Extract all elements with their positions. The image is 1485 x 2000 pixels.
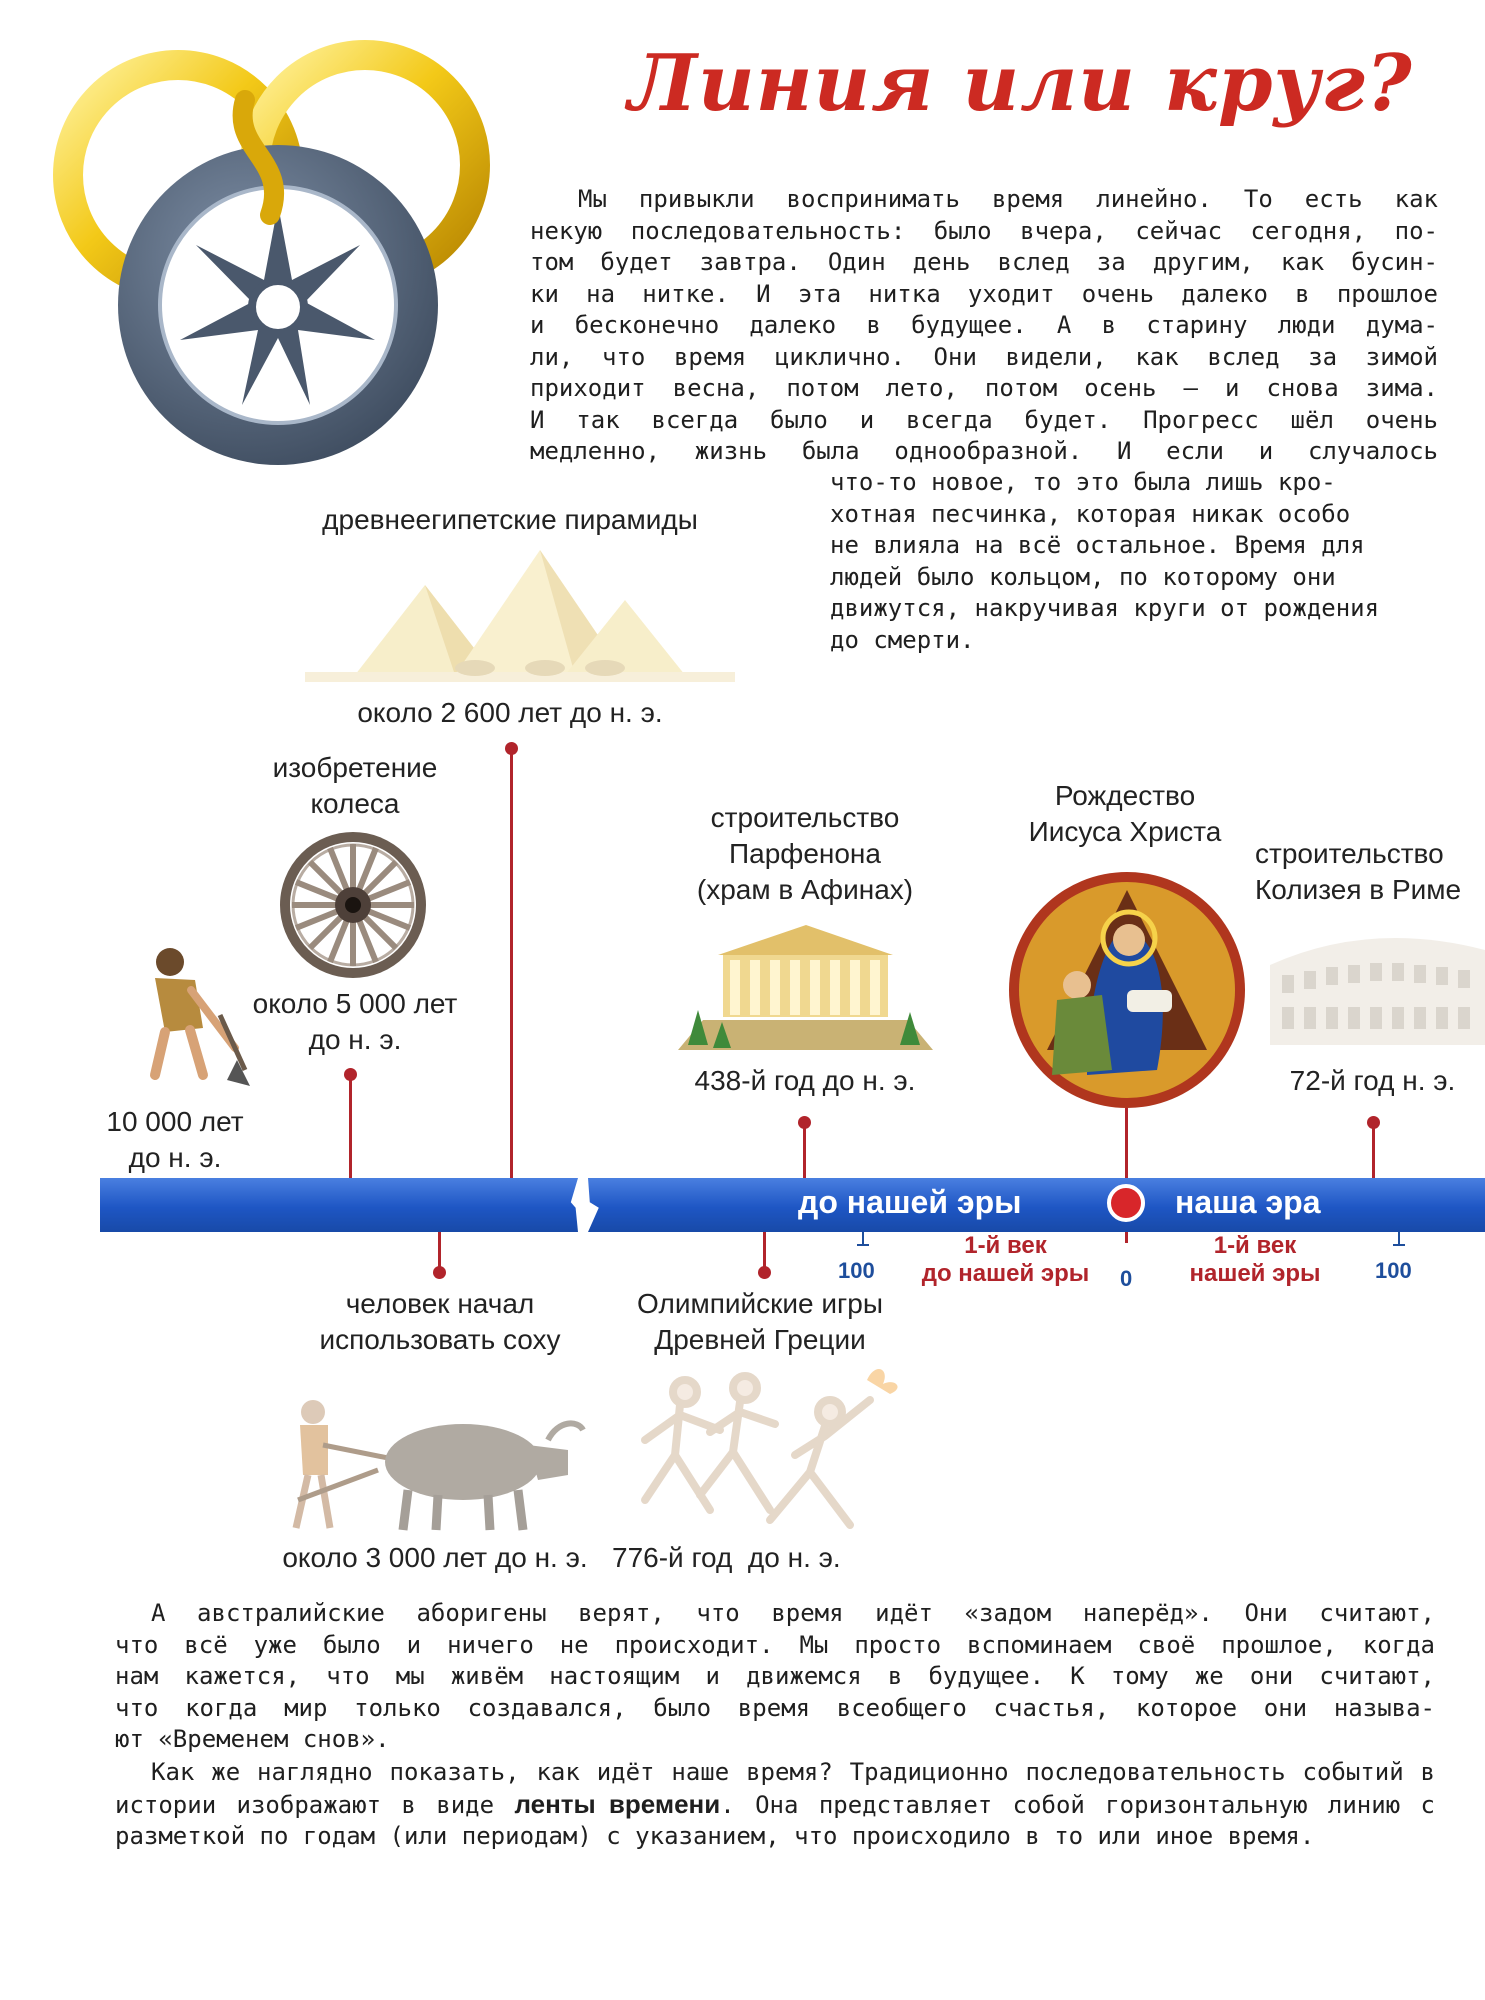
intro-line: и бесконечно далеко в будущее. А в старину люди дума- <box>530 311 1438 339</box>
nativity-icon-image <box>1007 870 1247 1110</box>
wheel-stem <box>349 1075 352 1178</box>
wheel-image <box>278 830 428 980</box>
date-line: до н. э. <box>308 1024 402 1055</box>
caption-line: Олимпийские игры <box>637 1288 883 1319</box>
pyramids-marker <box>505 742 518 755</box>
parthenon-image <box>668 900 943 1055</box>
caption-line: Колизея в Риме <box>1255 874 1462 905</box>
bottom-line: А австралийские аборигены верят, что время идёт «задом наперёд». Они считают, <box>151 1599 1435 1627</box>
caption-line: колеса <box>310 788 400 819</box>
zero-marker <box>1107 1184 1145 1222</box>
caption-line: строительство <box>710 802 900 833</box>
date-line: около 5 000 лет <box>252 988 458 1019</box>
olympics-image <box>605 1360 915 1535</box>
parthenon-marker <box>798 1116 811 1129</box>
parthenon-stem <box>803 1123 806 1178</box>
pyramids-date: около 2 600 лет до н. э. <box>357 697 663 728</box>
bottom-line: ют «Временем снов». <box>115 1725 390 1753</box>
plough-caption <box>270 1286 610 1358</box>
olympics-marker <box>758 1266 771 1279</box>
colosseum-image <box>1270 915 1485 1050</box>
tick-left-label: 100 <box>838 1258 875 1283</box>
intro-line: Мы привыкли воспринимать время линейно. То есть как <box>578 185 1438 213</box>
caption-line: изобретение <box>272 752 438 783</box>
intro-line: что-то новое, то это была лишь кро- <box>830 468 1336 496</box>
century-ad-label <box>1165 1232 1345 1288</box>
century-line: нашей эры <box>1189 1260 1321 1287</box>
timeline-term: ленты времени <box>514 1788 721 1819</box>
page-title: Линия или круг? <box>628 38 1413 129</box>
century-bc-label <box>898 1232 1113 1288</box>
intro-line: медленно, жизнь была однообразной. И если и случалось <box>530 437 1438 465</box>
colosseum-marker <box>1367 1116 1380 1129</box>
caption-line: человек начал <box>345 1288 535 1319</box>
intro-line: движутся, накручивая круги от рождения <box>830 594 1380 622</box>
intro-line: до смерти. <box>830 625 975 654</box>
intro-line: людей было кольцом, по которому они <box>830 562 1336 591</box>
intro-line: И так всегда было и всегда будет. Прогресс шёл очень <box>530 405 1438 434</box>
colosseum-stem <box>1372 1123 1375 1178</box>
intro-line: приходит весна, потом лето, потом осень — и снова зима. <box>530 374 1438 402</box>
parthenon-caption <box>640 800 970 908</box>
intro-paragraph-top <box>530 184 1438 468</box>
caveman-image <box>125 940 255 1090</box>
tick-left <box>862 1232 864 1246</box>
caption-line: Рождество <box>1054 780 1196 811</box>
rings-illustration <box>30 40 530 480</box>
colosseum-date: 72-й год н. э. <box>1289 1065 1456 1096</box>
timeline-bar-left <box>100 1178 578 1232</box>
plough-date: около 3 000 лет до н. э. <box>282 1542 588 1573</box>
caption-line: (храм в Афинах) <box>696 874 914 905</box>
tick-right-label: 100 <box>1375 1258 1412 1283</box>
pyramids-caption: древнеегипетские пирамиды <box>322 504 698 535</box>
plough-image <box>258 1390 588 1535</box>
olympics-caption <box>600 1286 920 1358</box>
bottom-line: что когда мир только создавался, было время всеобщего счастья, которое они называ- <box>115 1693 1435 1722</box>
bottom-p2-start: Как же наглядно показать, как идёт наше время? Традиционно последовательность событий в истории изображают в виде <box>115 1758 1435 1819</box>
caveman-date <box>75 1104 275 1176</box>
bottom-line: что всё уже было и ничего не происходит. Мы просто вспоминаем своё прошлое, когда <box>115 1630 1435 1659</box>
intro-paragraph-bottom <box>830 467 1438 656</box>
century-line: до нашей эры <box>921 1260 1090 1287</box>
intro-line: ли, что время циклично. Они видели, как вслед за зимой <box>530 342 1438 371</box>
bottom-paragraph-1 <box>115 1598 1435 1756</box>
intro-line: ки на нитке. И эта нитка уходит очень далеко в прошлое <box>530 279 1438 308</box>
caption-line: Иисуса Христа <box>1028 816 1222 847</box>
date-line: 10 000 лет <box>106 1106 244 1137</box>
tick-zero-label: 0 <box>1120 1266 1133 1291</box>
olympics-date: 776-й год до н. э. <box>612 1542 841 1573</box>
timeline-bar-right <box>588 1178 1485 1232</box>
intro-line: хотная песчинка, которая никак особо <box>830 499 1351 528</box>
parthenon-date: 438-й год до н. э. <box>694 1065 916 1096</box>
caption-line: строительство <box>1255 838 1444 869</box>
era-ad-label: наша эра <box>1175 1184 1321 1220</box>
era-bc-label: до нашей эры <box>798 1184 1022 1220</box>
intro-line: не влияла на всё остальное. Время для <box>830 531 1365 559</box>
wheel-marker <box>344 1068 357 1081</box>
tick-right <box>1398 1232 1400 1246</box>
century-line: 1-й век <box>1213 1232 1297 1259</box>
caption-line: использовать соху <box>319 1324 561 1355</box>
plough-marker <box>433 1266 446 1279</box>
bottom-line: нам кажется, что мы живём настоящим и движемся в будущее. К тому же они считают, <box>115 1662 1435 1690</box>
pyramids-image <box>305 540 735 700</box>
date-line: до н. э. <box>128 1142 222 1173</box>
pyramids-stem <box>510 750 513 1178</box>
colosseum-caption <box>1255 836 1485 908</box>
wheel-caption <box>215 750 495 822</box>
bottom-paragraph-2 <box>115 1757 1435 1853</box>
century-line: 1-й век <box>964 1232 1047 1259</box>
caption-line: Древней Греции <box>654 1324 866 1355</box>
intro-line: некую последовательность: было вчера, сейчас сегодня, по- <box>530 216 1438 245</box>
caption-line: Парфенона <box>729 838 881 869</box>
intro-line: том будет завтра. Один день вслед за другим, как бусин- <box>530 248 1438 276</box>
bottom-p2-end: . Она представляет собой горизонтальную линию с разметкой по годам (или периодам) с указанием, что происходило в то или иное время. <box>115 1790 1435 1850</box>
nativity-caption <box>980 778 1270 850</box>
